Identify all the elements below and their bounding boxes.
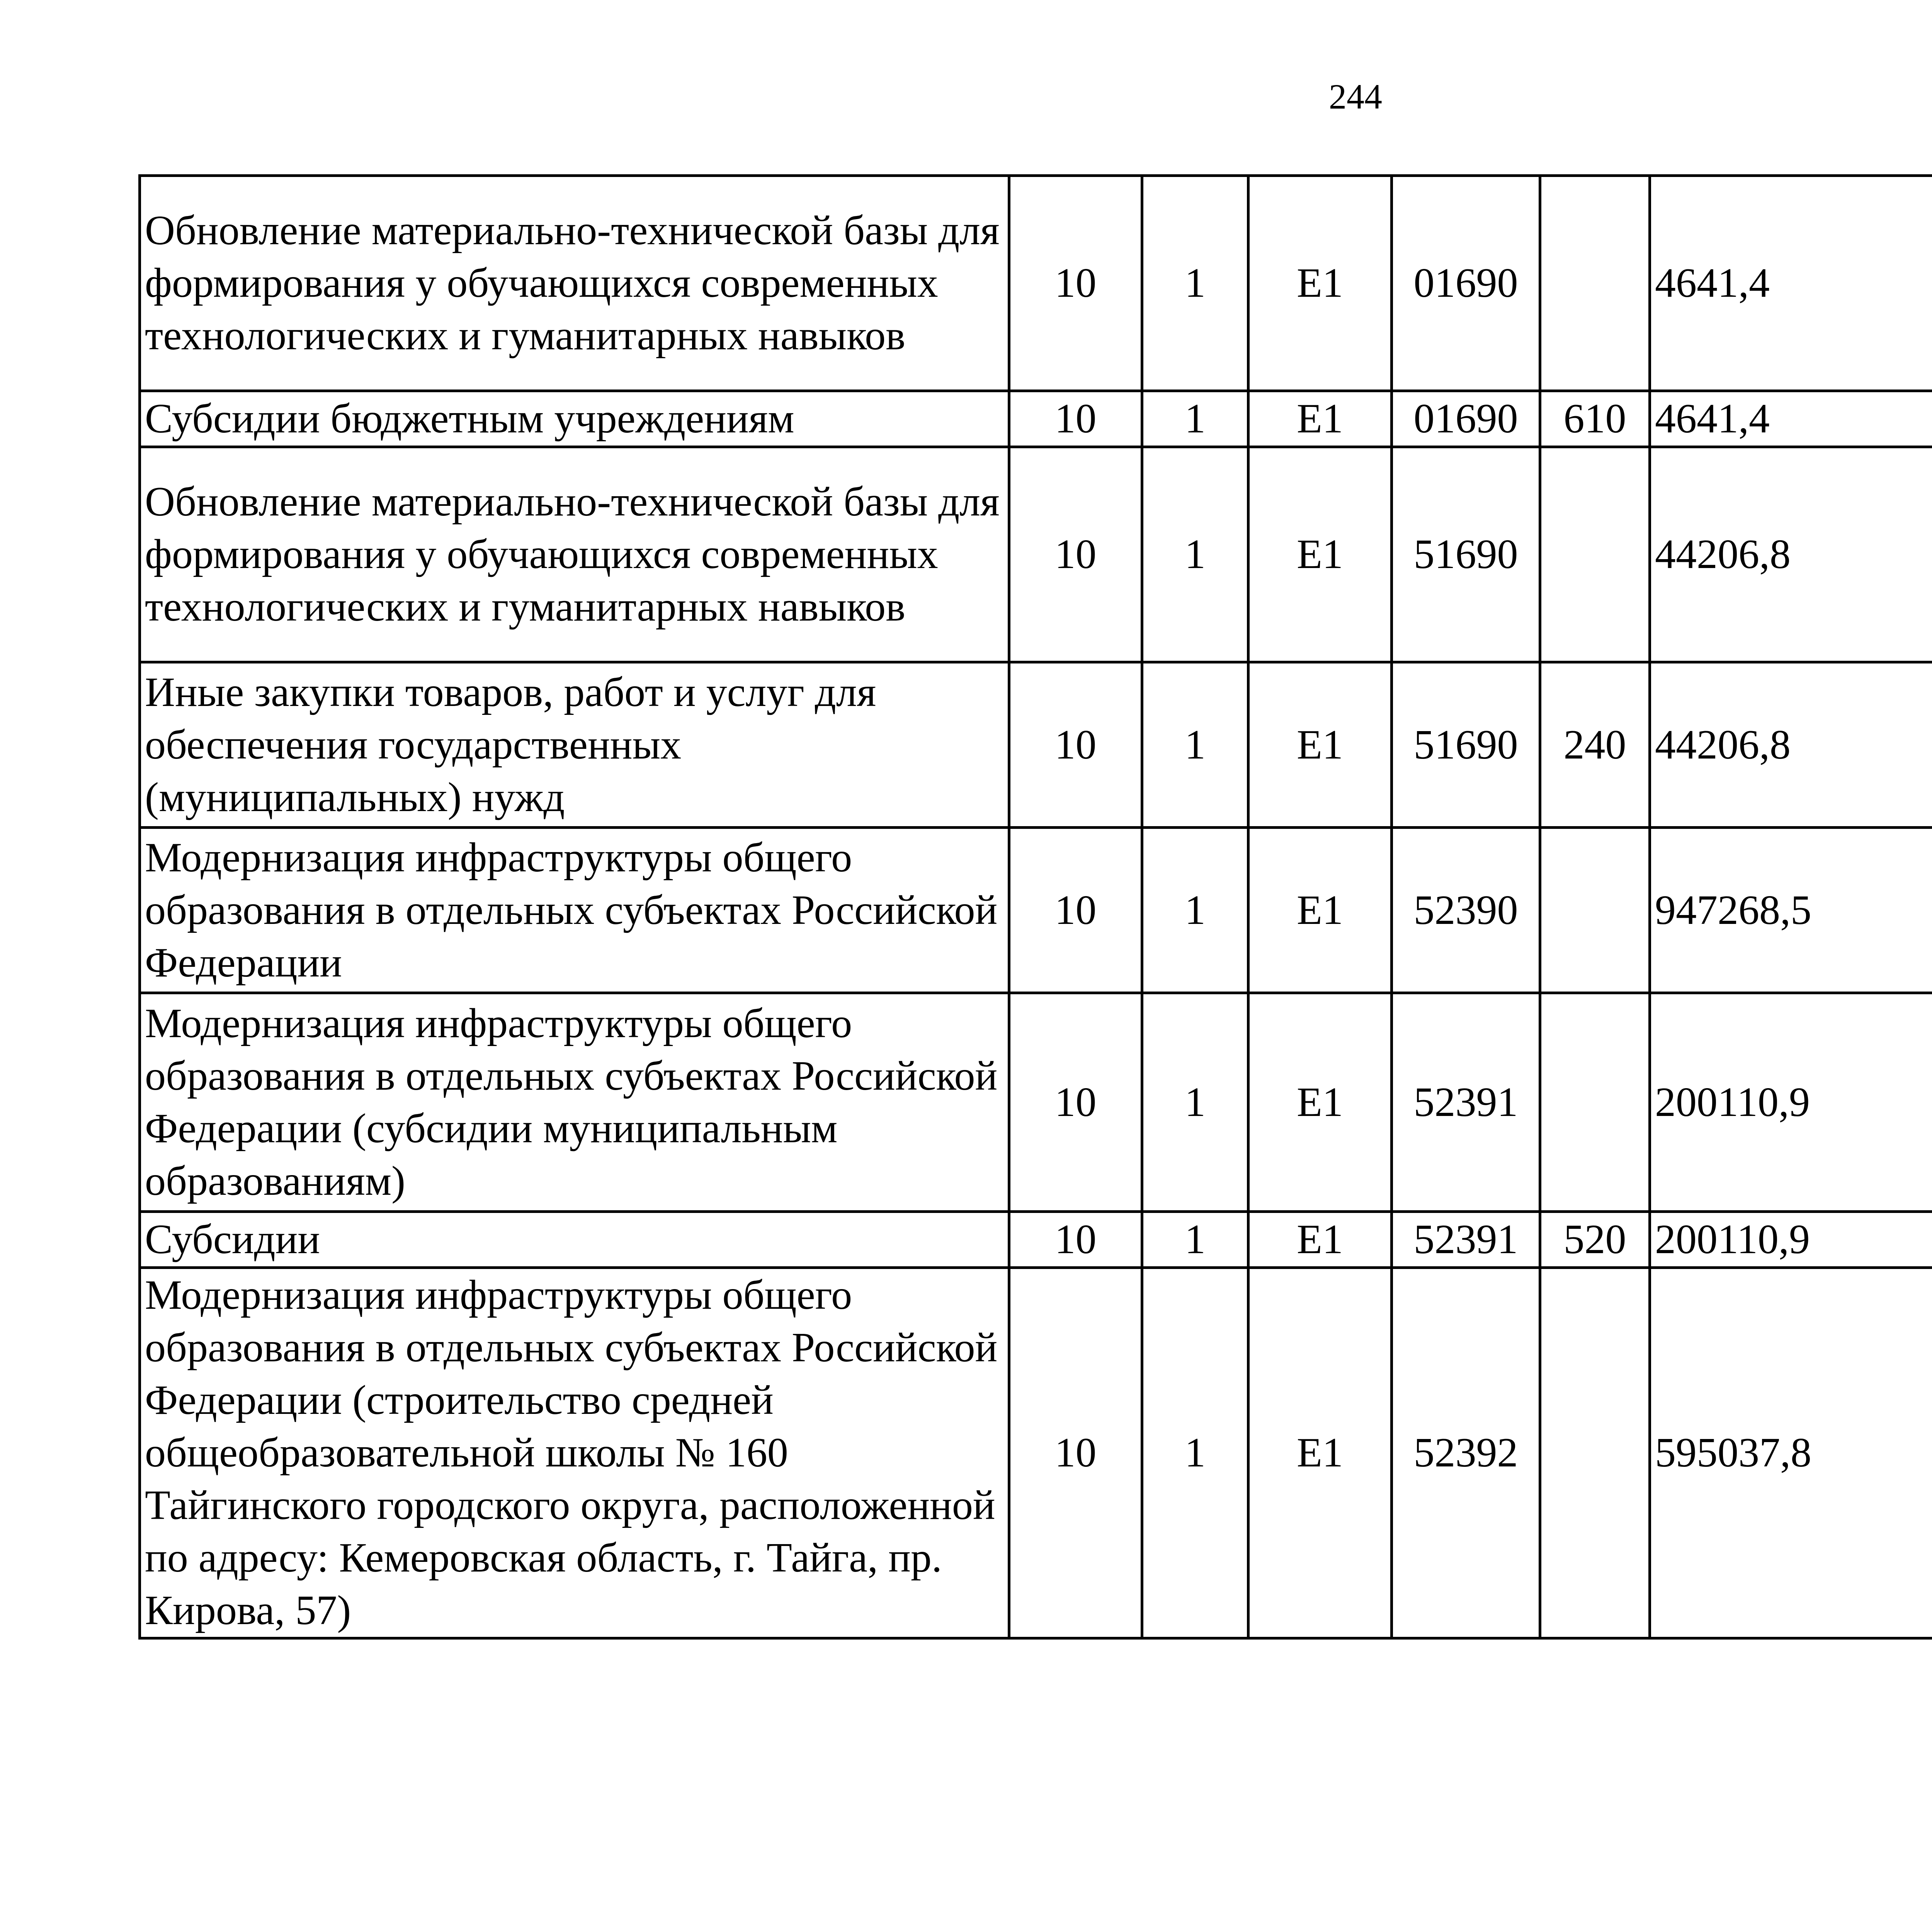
sum1-cell: 200110,9 [1650,993,1932,1212]
sum1-cell: 595037,8 [1650,1268,1932,1638]
project-cell: E1 [1248,1212,1392,1268]
row-name-cell: Иные закупки товаров, работ и услуг для обеспечения государственных (муниципальных) нужд [140,662,1009,828]
code-cell: 52392 [1392,1268,1540,1638]
sum1-cell: 4641,4 [1650,391,1932,447]
section-cell: 10 [1009,828,1142,993]
code-cell: 51690 [1392,447,1540,662]
row-name-cell: Модернизация инфраструктуры общего образования в отдельных субъектах Российской Федерации (строительство средней общеобразовательной школы № 160 Тайгинского городского округа, расположенной по адресу: Кемеровская область, г. Тайга, пр. Кирова, 57) [140,1268,1009,1638]
table-row [140,1212,1932,1268]
table-row [140,993,1932,1212]
row-name-cell: Субсидии [140,1212,1009,1268]
code-cell: 01690 [1392,176,1540,391]
sum1-cell: 947268,5 [1650,828,1932,993]
page-number: 244 [1329,77,1382,116]
subsection-cell: 1 [1142,828,1248,993]
project-cell: E1 [1248,993,1392,1212]
subsection-cell: 1 [1142,993,1248,1212]
code-cell: 52390 [1392,828,1540,993]
section-cell: 10 [1009,1268,1142,1638]
expense-type-cell: 610 [1540,391,1650,447]
project-cell: E1 [1248,1268,1392,1638]
table-row [140,447,1932,662]
expense-type-cell: 520 [1540,1212,1650,1268]
table-row [140,176,1932,391]
sum1-cell: 44206,8 [1650,447,1932,662]
sum1-cell: 44206,8 [1650,662,1932,828]
project-cell: E1 [1248,447,1392,662]
table-row [140,391,1932,447]
code-cell: 01690 [1392,391,1540,447]
expense-type-cell [1540,993,1650,1212]
section-cell: 10 [1009,447,1142,662]
code-cell: 52391 [1392,1212,1540,1268]
section-cell: 10 [1009,176,1142,391]
subsection-cell: 1 [1142,391,1248,447]
project-cell: E1 [1248,662,1392,828]
section-cell: 10 [1009,662,1142,828]
table-row [140,828,1932,993]
project-cell: E1 [1248,828,1392,993]
project-cell: E1 [1248,391,1392,447]
subsection-cell: 1 [1142,1212,1248,1268]
code-cell: 51690 [1392,662,1540,828]
row-name-cell: Обновление материально-технической базы для формирования у обучающихся современных технологических и гуманитарных навыков [140,176,1009,391]
subsection-cell: 1 [1142,662,1248,828]
expense-type-cell [1540,447,1650,662]
section-cell: 10 [1009,391,1142,447]
expense-type-cell [1540,828,1650,993]
expense-type-cell [1540,176,1650,391]
section-cell: 10 [1009,993,1142,1212]
subsection-cell: 1 [1142,447,1248,662]
project-cell: E1 [1248,176,1392,391]
subsection-cell: 1 [1142,176,1248,391]
subsection-cell: 1 [1142,1268,1248,1638]
row-name-cell: Модернизация инфраструктуры общего образования в отдельных субъектах Российской Федерации [140,828,1009,993]
sum1-cell: 200110,9 [1650,1212,1932,1268]
row-name-cell: Обновление материально-технической базы для формирования у обучающихся современных технологических и гуманитарных навыков [140,447,1009,662]
table-row [140,662,1932,828]
budget-table [138,174,1932,1640]
table-row [140,1268,1932,1638]
expense-type-cell [1540,1268,1650,1638]
row-name-cell: Модернизация инфраструктуры общего образования в отдельных субъектах Российской Федерации (субсидии муниципальным образованиям) [140,993,1009,1212]
section-cell: 10 [1009,1212,1142,1268]
row-name-cell: Субсидии бюджетным учреждениям [140,391,1009,447]
code-cell: 52391 [1392,993,1540,1212]
sum1-cell: 4641,4 [1650,176,1932,391]
expense-type-cell: 240 [1540,662,1650,828]
